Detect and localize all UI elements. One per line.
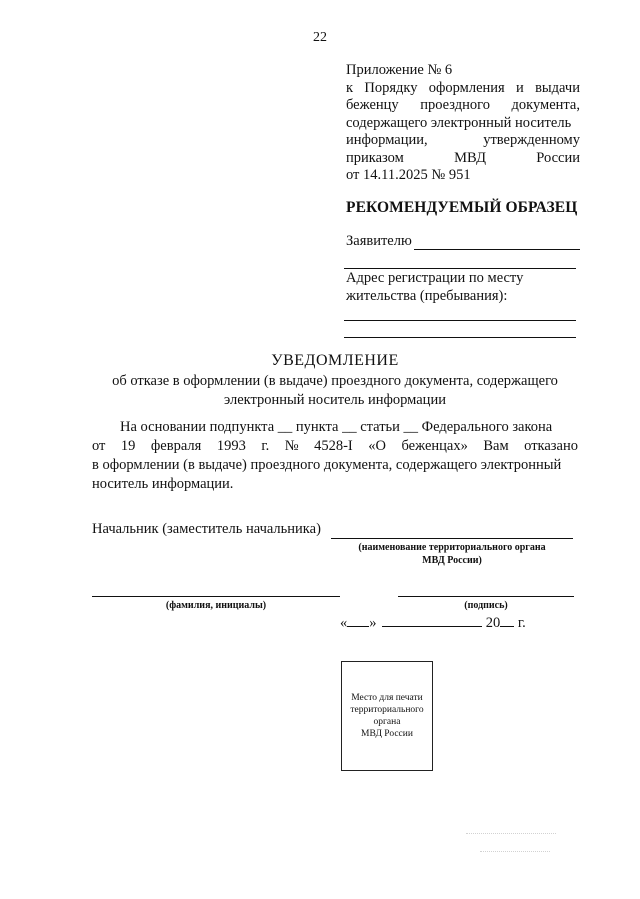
- applicant-blank-line-2: [344, 268, 576, 269]
- date-open-quote: «: [340, 615, 348, 631]
- body-line-3: в оформлении (в выдаче) проездного документа, содержащего электронный: [92, 457, 562, 473]
- appendix-line-7: от 14.11.2025 № 951: [346, 167, 471, 183]
- word: утвержденному: [483, 132, 580, 148]
- word: Порядку: [364, 79, 418, 96]
- applicant-label: Заявителю: [346, 233, 412, 249]
- day-blank: [347, 612, 369, 627]
- year-suffix: г.: [517, 615, 526, 631]
- appendix-line-4: содержащего электронный носитель: [346, 114, 572, 131]
- address-blank-line-1: [344, 320, 576, 321]
- chief-label: Начальник (заместитель начальника): [92, 521, 321, 537]
- address-label-2: жительства (пребывания):: [346, 287, 508, 304]
- word: МВД: [454, 149, 486, 166]
- word: №: [284, 438, 299, 454]
- word: от: [92, 438, 106, 454]
- word: документа,: [511, 97, 580, 113]
- body-line-4: носитель информации.: [92, 476, 234, 492]
- word: 1993: [216, 438, 246, 454]
- name-line: [92, 596, 340, 597]
- appendix-header: [346, 62, 580, 185]
- appendix-line-2: [346, 80, 580, 98]
- page-number: 22: [313, 30, 327, 45]
- notice-title: УВЕДОМЛЕНИЕ: [271, 352, 399, 369]
- appendix-line-5: [346, 132, 580, 150]
- word: приказом: [346, 149, 404, 166]
- word: к: [346, 79, 354, 96]
- signature-caption: (подпись): [464, 600, 508, 611]
- word: г.: [261, 438, 270, 454]
- date-line: [340, 612, 526, 632]
- word: выдачи: [535, 79, 580, 96]
- name-caption: (фамилия, инициалы): [165, 600, 267, 611]
- address-blank-line-2: [344, 337, 576, 338]
- year-prefix: 20: [485, 615, 501, 631]
- word: Вам: [483, 438, 509, 454]
- word: 4528-I: [314, 438, 353, 454]
- body-line-1: На основании подпункта __ пункта __ статьи __ Федерального закона: [120, 419, 553, 435]
- organ-caption-line-2: МВД России): [422, 555, 482, 566]
- word: беженцу: [346, 97, 399, 113]
- organ-name-caption: [331, 541, 573, 567]
- notice-body: [92, 418, 578, 494]
- word: 19: [120, 438, 136, 454]
- word: и: [516, 79, 524, 96]
- stamp-placeholder-box: [341, 661, 433, 771]
- word: февраля: [150, 438, 202, 454]
- word: России: [536, 149, 580, 166]
- appendix-line-6: [346, 150, 580, 168]
- applicant-blank-line: [414, 233, 580, 250]
- word: проездного: [420, 97, 490, 113]
- organ-name-line: [331, 538, 573, 539]
- word: беженцах»: [401, 438, 468, 454]
- word: отказано: [524, 438, 578, 454]
- date-close-quote: »: [369, 615, 377, 631]
- word: оформления: [428, 79, 505, 96]
- notice-subtitle-line-2: электронный носитель информации: [224, 392, 446, 408]
- year-blank: [500, 612, 514, 627]
- notice-subtitle: [60, 372, 610, 410]
- organ-caption-line-1: (наименование территориального органа: [358, 542, 546, 553]
- body-line-2: [92, 437, 578, 456]
- signature-line: [398, 596, 574, 597]
- appendix-title: Приложение № 6: [346, 62, 453, 78]
- scan-speck: [480, 851, 550, 852]
- applicant-field: [346, 233, 580, 250]
- notice-subtitle-line-1: об отказе в оформлении (в выдаче) проездного документа, содержащего: [112, 373, 558, 389]
- word: информации,: [346, 132, 428, 148]
- word: «О: [368, 438, 386, 454]
- scan-speck: [466, 833, 556, 834]
- address-block: [346, 270, 580, 305]
- address-label-1: Адрес регистрации по месту: [346, 270, 524, 286]
- appendix-line-3: [346, 97, 580, 115]
- month-blank: [382, 612, 482, 627]
- recommended-sample-label: РЕКОМЕНДУЕМЫЙ ОБРАЗЕЦ: [346, 199, 578, 216]
- stamp-placeholder-text: Место для печати территориального органа МВД России: [350, 693, 424, 739]
